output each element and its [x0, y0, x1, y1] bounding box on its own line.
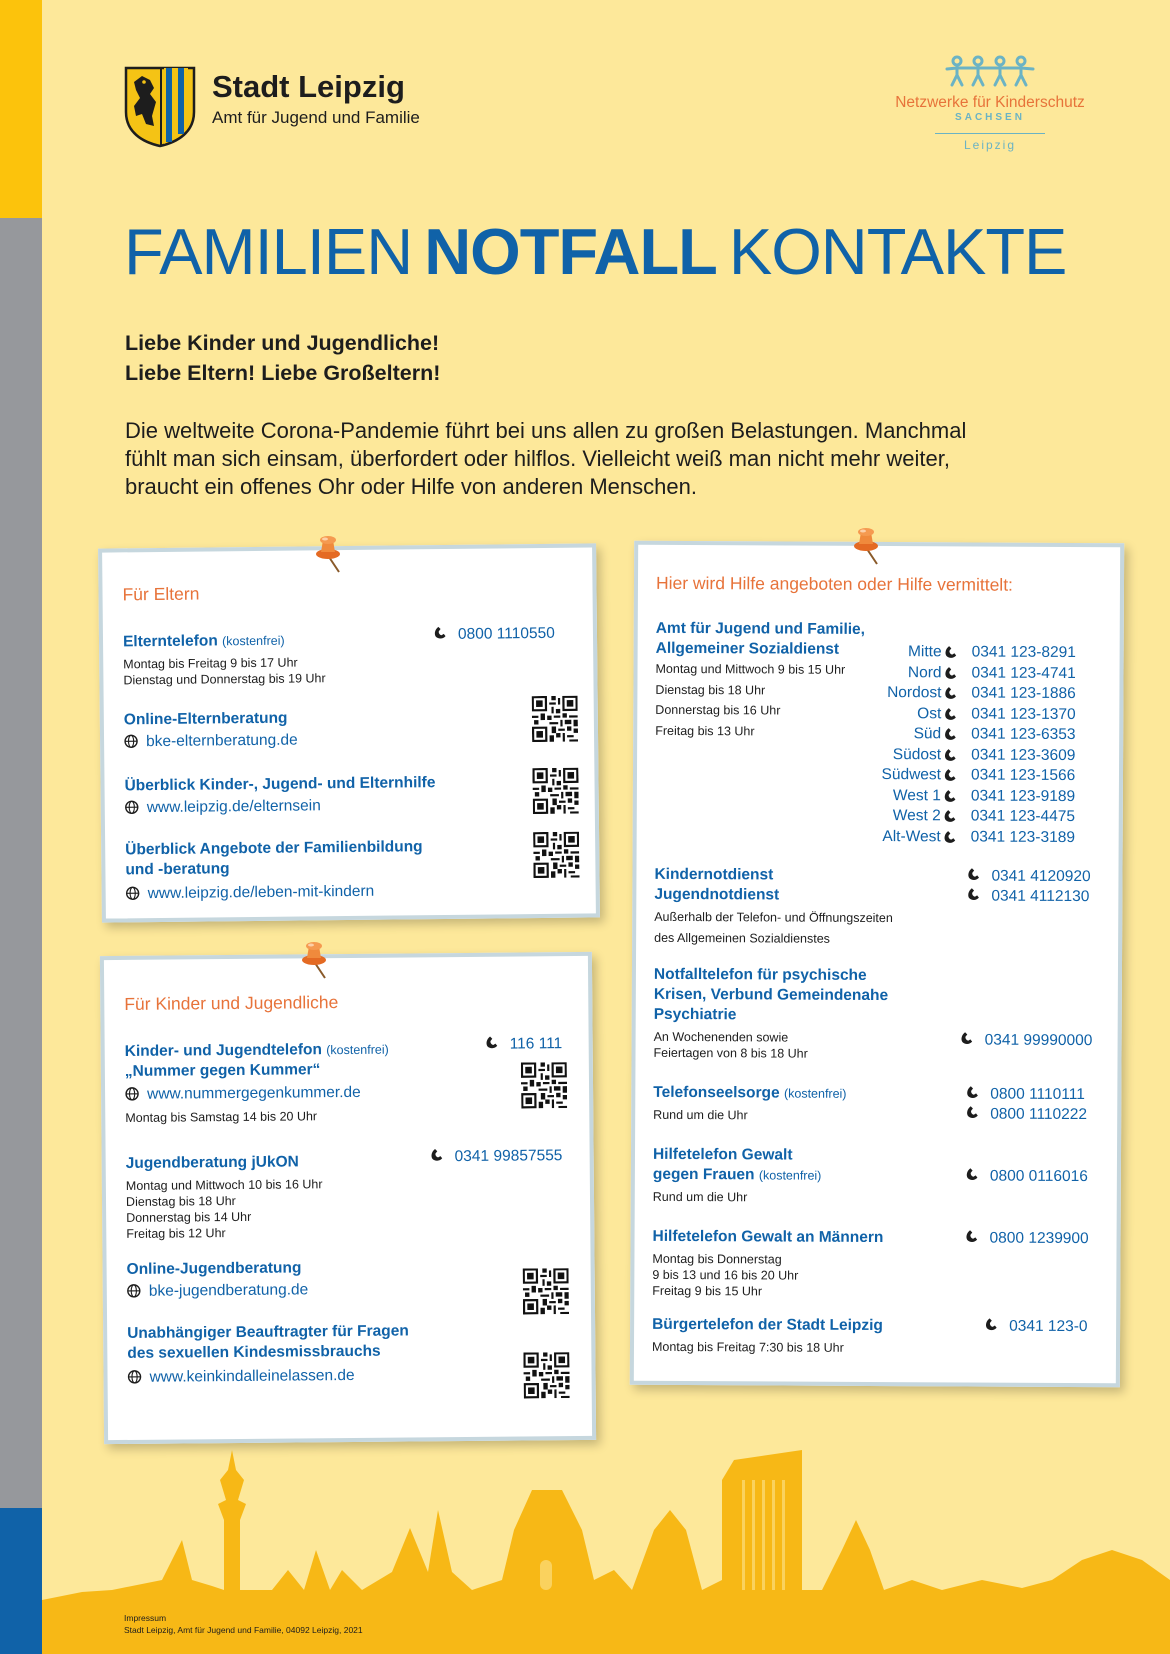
phone-icon — [965, 1084, 983, 1100]
online-elternberatung-title: Online-Elternberatung — [123, 709, 288, 729]
card-hilfe-heading: Hier wird Hilfe angeboten oder Hilfe vermittelt: — [655, 572, 1014, 595]
partner-logo — [880, 55, 1100, 152]
elterntelefon-hours-2: Dienstag und Donnerstag bis 19 Uhr — [123, 671, 326, 688]
psych-number: 0341 99990000 — [984, 1031, 1093, 1050]
ueberblick-hilfe-title: Überblick Kinder-, Jugend- und Elternhilfe — [124, 774, 436, 795]
kjtelefon-url: www.nummergegenkummer.de — [147, 1083, 361, 1103]
phone-icon — [943, 808, 961, 824]
phone-icon — [430, 1147, 448, 1163]
intro-line-3: braucht ein offenes Ohr oder Hilfe von anderen Menschen. — [125, 474, 697, 499]
qr-code-icon[interactable] — [523, 1268, 569, 1314]
district-row[interactable] — [892, 745, 1119, 767]
buerger-hours: Montag bis Freitag 7:30 bis 18 Uhr — [651, 1339, 844, 1355]
seelsorge-title — [653, 1083, 846, 1104]
notdienst-info-1: Außerhalb der Telefon- und Öffnungszeiten — [654, 909, 893, 926]
district-name: Nordost — [887, 684, 942, 702]
buerger-number: 0341 123-0 — [1009, 1317, 1088, 1336]
asd-hours — [655, 659, 845, 742]
title-part-notfall: NOTFALL — [424, 215, 717, 288]
psych-hours — [653, 1029, 807, 1062]
district-phone: 0341 123-8291 — [971, 643, 1076, 662]
ueberblick-hilfe-url: www.leipzig.de/elternsein — [146, 797, 321, 817]
partner-city: Leipzig — [963, 138, 1017, 152]
asd-hours-3: Donnerstag bis 16 Uhr — [655, 702, 781, 718]
district-phone: 0341 123-1370 — [971, 704, 1076, 723]
phone-icon — [966, 886, 984, 902]
greeting-line-2: Liebe Eltern! Liebe Großeltern! — [125, 361, 441, 385]
title-part-kontakte: KONTAKTE — [728, 215, 1067, 288]
psych-title-1: Notfalltelefon für psychische — [653, 965, 867, 984]
notdienst-info — [654, 907, 893, 949]
qr-code-icon[interactable] — [533, 832, 579, 878]
psych-hours-2: Feiertagen von 8 bis 18 Uhr — [653, 1045, 808, 1061]
frauen-phone[interactable] — [965, 1166, 1088, 1186]
district-row[interactable] — [892, 806, 1119, 828]
elterntelefon-hours — [123, 654, 326, 688]
partner-region: SACHSEN — [955, 112, 1025, 123]
district-phone: 0341 123-4475 — [970, 807, 1076, 826]
jukon-hours-1: Montag und Mittwoch 10 bis 16 Uhr — [125, 1177, 323, 1193]
side-color-bar — [0, 0, 42, 1654]
phone-icon — [943, 747, 961, 763]
card-hilfe — [630, 541, 1124, 1388]
kjtelefon-name: Kinder- und Jugendtelefon — [124, 1041, 322, 1060]
phone-icon — [943, 767, 961, 783]
elterntelefon-name: Elterntelefon — [122, 632, 218, 651]
familienbildung-link[interactable] — [126, 883, 375, 904]
kjtelefon-link[interactable] — [125, 1084, 361, 1104]
district-phone: 0341 123-4741 — [971, 663, 1076, 682]
district-row[interactable] — [899, 663, 1119, 685]
jukon-hours-3: Donnerstag bis 14 Uhr — [126, 1209, 252, 1225]
familienbildung-title-1: Überblick Angebote der Familienbildung — [125, 838, 423, 859]
elterntelefon-phone[interactable] — [433, 624, 555, 644]
beauftragter-url: www.keinkindalleinelassen.de — [149, 1366, 355, 1386]
asd-hours-4: Freitag bis 13 Uhr — [655, 723, 755, 738]
notdienst-title-1: Kindernotdienst — [654, 865, 774, 884]
asd-title-1: Amt für Jugend und Familie, — [655, 619, 866, 638]
district-row[interactable] — [892, 786, 1119, 808]
buerger-phone[interactable] — [984, 1317, 1088, 1337]
district-phone: 0341 123-1566 — [970, 766, 1076, 785]
frauen-title-1: Hilfetelefon Gewalt — [652, 1145, 793, 1164]
qr-code-icon[interactable] — [521, 1062, 567, 1108]
frauen-title-2: gegen Frauen — [652, 1165, 755, 1184]
org-logo-text — [212, 70, 420, 128]
online-jugendberatung-title: Online-Jugendberatung — [126, 1259, 302, 1278]
frauen-free-note: (kostenfrei) — [758, 1168, 822, 1183]
psych-title — [654, 965, 889, 1026]
familienbildung-title-2: und -beratung — [125, 860, 230, 879]
phone-icon — [943, 829, 961, 845]
online-jugendberatung-link[interactable] — [127, 1281, 309, 1301]
children-chain-icon — [945, 55, 1035, 87]
seelsorge-hours: Rund um die Uhr — [653, 1107, 748, 1123]
elterntelefon-free-note: (kostenfrei) — [222, 633, 285, 649]
impressum — [124, 1612, 363, 1636]
phone-icon — [984, 1317, 1002, 1333]
district-name: Ost — [917, 704, 942, 722]
district-phone: 0341 123-6353 — [971, 725, 1076, 744]
district-name: West 2 — [892, 807, 941, 825]
jugendnotdienst-phone[interactable] — [966, 886, 1089, 906]
ueberblick-hilfe-link[interactable] — [125, 797, 321, 817]
seelsorge-phone-2[interactable] — [965, 1104, 1087, 1124]
maenner-title: Hilfetelefon Gewalt an Männern — [652, 1227, 884, 1247]
phone-icon — [943, 726, 961, 742]
phone-icon — [943, 706, 961, 722]
buerger-title: Bürgertelefon der Stadt Leipzig — [652, 1315, 883, 1335]
notdienst-title-2: Jugendnotdienst — [654, 885, 780, 904]
phone-icon — [944, 644, 962, 660]
frauen-hours: Rund um die Uhr — [652, 1189, 748, 1205]
district-row[interactable] — [899, 724, 1119, 746]
district-row[interactable] — [882, 827, 1119, 849]
card-kinder — [100, 952, 596, 1444]
elterntelefon-title — [123, 631, 285, 653]
online-jugendberatung-url: bke-jugendberatung.de — [148, 1281, 309, 1300]
district-row[interactable] — [887, 683, 1119, 705]
psych-hours-1: An Wochenenden sowie — [653, 1029, 789, 1045]
pushpin-icon — [312, 534, 346, 574]
impressum-text: Stadt Leipzig, Amt für Jugend und Familie, 04092 Leipzig, 2021 — [124, 1625, 363, 1635]
maenner-hours — [652, 1251, 798, 1300]
qr-code-icon[interactable] — [523, 1352, 569, 1398]
maenner-hours-1: Montag bis Donnerstag — [652, 1251, 782, 1267]
leipzig-crest-logo — [124, 66, 196, 148]
phone-icon — [943, 788, 961, 804]
seelsorge-name: Telefonseelsorge — [653, 1083, 780, 1102]
card-eltern-heading: Für Eltern — [122, 583, 200, 605]
district-name: Nord — [907, 663, 942, 681]
district-phone: 0341 123-1886 — [971, 684, 1076, 703]
phone-icon — [965, 1228, 983, 1244]
globe-icon — [124, 734, 138, 748]
familienbildung-url: www.leipzig.de/leben-mit-kindern — [147, 882, 375, 903]
district-row[interactable] — [899, 704, 1119, 726]
card-kinder-heading: Für Kinder und Jugendliche — [124, 992, 339, 1014]
globe-icon — [125, 800, 139, 814]
intro-text — [125, 417, 1085, 501]
kjtelefon-title — [125, 1040, 389, 1062]
greeting — [125, 328, 440, 388]
asd-title-2: Allgemeiner Sozialdienst — [655, 639, 840, 658]
district-name: Südwest — [881, 766, 942, 784]
district-name: West 1 — [892, 786, 941, 804]
district-phone: 0341 123-9189 — [970, 786, 1076, 805]
seelsorge-phone-1[interactable] — [965, 1084, 1085, 1104]
elterntelefon-hours-1: Montag bis Freitag 9 bis 17 Uhr — [123, 655, 298, 672]
impressum-label: Impressum — [124, 1613, 167, 1623]
intro-line-2: fühlt man sich einsam, überfordert oder hilflos. Vielleicht weiß man nicht mehr weiter, — [125, 446, 950, 471]
phone-icon — [485, 1035, 503, 1051]
maenner-hours-2: 9 bis 13 und 16 bis 20 Uhr — [652, 1267, 799, 1283]
phone-icon — [965, 1104, 983, 1120]
qr-code-icon[interactable] — [532, 696, 578, 742]
pushpin-icon — [298, 940, 332, 980]
phone-icon — [965, 1166, 983, 1182]
intro-line-1: Die weltweite Corona-Pandemie führt bei uns allen zu großen Belastungen. Manchmal — [125, 418, 967, 443]
asd-hours-2: Dienstag bis 18 Uhr — [655, 682, 766, 697]
psych-phone[interactable] — [960, 1030, 1093, 1050]
phone-icon — [960, 1030, 978, 1046]
elterntelefon-number: 0800 1110550 — [457, 624, 555, 643]
phone-icon — [943, 665, 961, 681]
jukon-number: 0341 99857555 — [454, 1147, 563, 1166]
kjtelefon-number: 116 111 — [509, 1035, 563, 1053]
kindernotdienst-phone[interactable] — [966, 866, 1090, 886]
frauen-title — [653, 1145, 822, 1186]
district-name: Süd — [913, 725, 942, 743]
online-elternberatung-link[interactable] — [124, 732, 298, 752]
jukon-title: Jugendberatung jUkON — [125, 1153, 299, 1172]
globe-icon — [126, 886, 140, 900]
page-title — [124, 214, 1066, 289]
district-name: Alt-West — [882, 827, 941, 845]
kjtelefon-phone[interactable] — [485, 1034, 563, 1054]
jukon-hours — [126, 1176, 323, 1242]
online-elternberatung-url: bke-elternberatung.de — [145, 731, 298, 751]
side-bar-yellow — [0, 0, 42, 218]
psych-title-2: Krisen, Verbund Gemeindenahe — [653, 985, 889, 1005]
jukon-hours-4: Freitag bis 12 Uhr — [126, 1226, 226, 1241]
maenner-phone[interactable] — [965, 1228, 1089, 1248]
asd-hours-1: Montag und Mittwoch 9 bis 15 Uhr — [655, 661, 846, 677]
beauftragter-title-2: des sexuellen Kindesmissbrauchs — [127, 1342, 381, 1362]
title-part-familien: FAMILIEN — [124, 215, 413, 288]
seelsorge-number-1: 0800 1110111 — [990, 1085, 1085, 1104]
jugendnotdienst-number: 0341 4112130 — [991, 887, 1090, 906]
side-bar-blue — [0, 1508, 42, 1654]
notdienst-title — [654, 865, 779, 906]
district-phone: 0341 123-3609 — [971, 745, 1076, 764]
org-name: Stadt Leipzig — [212, 69, 405, 104]
jukon-hours-2: Dienstag bis 18 Uhr — [125, 1193, 236, 1209]
district-phone: 0341 123-3189 — [970, 827, 1076, 846]
card-eltern — [98, 543, 600, 922]
kjtelefon-hours: Montag bis Samstag 14 bis 20 Uhr — [125, 1109, 318, 1125]
district-row[interactable] — [881, 765, 1119, 787]
phone-icon — [433, 625, 451, 641]
kjtelefon-free-note: (kostenfrei) — [326, 1042, 389, 1058]
maenner-number: 0800 1239900 — [989, 1229, 1089, 1248]
maenner-hours-3: Freitag 9 bis 15 Uhr — [652, 1283, 763, 1299]
jukon-phone[interactable] — [430, 1146, 563, 1166]
phone-icon — [943, 685, 961, 701]
partner-title: Netzwerke für Kinderschutz — [895, 94, 1085, 111]
seelsorge-free-note: (kostenfrei) — [783, 1086, 847, 1101]
beauftragter-title-1: Unabhängiger Beauftragter für Fragen — [127, 1322, 409, 1342]
partner-divider — [935, 133, 1045, 134]
district-name: Mitte — [907, 643, 942, 661]
asd-title — [656, 619, 865, 660]
qr-code-icon[interactable] — [532, 768, 578, 814]
org-department: Amt für Jugend und Familie — [212, 108, 420, 127]
district-phone-list — [881, 642, 1120, 848]
pushpin-icon — [850, 526, 884, 566]
phone-icon — [966, 866, 984, 882]
frauen-number: 0800 0116016 — [989, 1167, 1088, 1186]
globe-icon — [127, 1284, 141, 1298]
beauftragter-link[interactable] — [127, 1367, 354, 1387]
greeting-line-1: Liebe Kinder und Jugendliche! — [125, 331, 440, 355]
seelsorge-number-2: 0800 1110222 — [990, 1105, 1088, 1124]
beauftragter-title — [127, 1321, 409, 1363]
familienbildung-title — [125, 837, 423, 880]
notdienst-info-2: des Allgemeinen Sozialdienstes — [654, 930, 830, 946]
district-row[interactable] — [900, 642, 1120, 664]
psych-title-3: Psychiatrie — [653, 1005, 737, 1024]
globe-icon — [127, 1370, 141, 1384]
kjtelefon-subtitle: „Nummer gegen Kummer“ — [124, 1061, 321, 1080]
kindernotdienst-number: 0341 4120920 — [991, 867, 1091, 886]
globe-icon — [125, 1087, 139, 1101]
side-bar-gray — [0, 218, 42, 1508]
district-name: Südost — [892, 745, 942, 763]
